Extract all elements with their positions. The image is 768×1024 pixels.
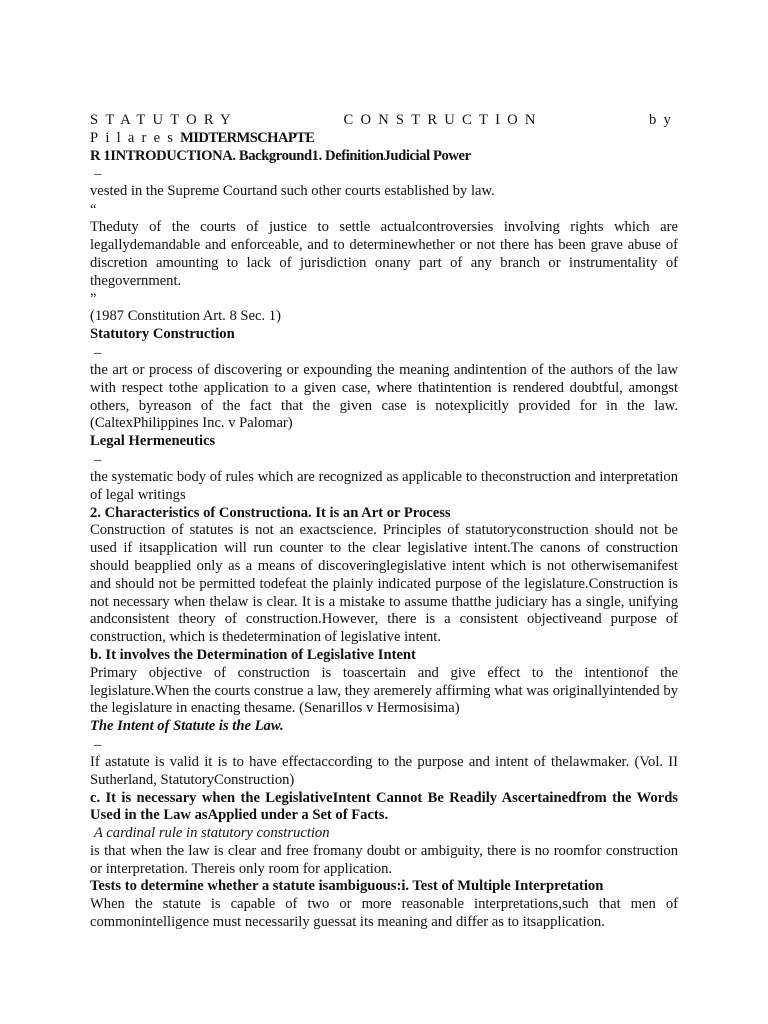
heading-intent-of-statute: The Intent of Statute is the Law. — [90, 718, 284, 735]
document-title-line2: R 1INTRODUCTIONA. Background1. DefinitionJudicial Power — [90, 147, 471, 164]
dash-separator: – — [94, 166, 102, 183]
heading-ambiguity-tests: Tests to determine whether a statute isambiguous:i. Test of Multiple Interpretation — [90, 878, 604, 895]
heading-characteristics: 2. Characteristics of Constructiona. It is an Art or Process — [90, 504, 451, 521]
cardinal-rule-label: A cardinal rule in statutory construction — [94, 825, 330, 842]
dash-separator: – — [94, 736, 102, 753]
cardinal-rule-body: is that when the law is clear and free fromany doubt or ambiguity, there is no roomfor construction or interpretation. Thereis only room for application. — [90, 842, 678, 877]
dash-separator: – — [94, 451, 102, 468]
document-title-spaced: STATUTORY CONSTRUCTION by Pilares — [90, 112, 678, 146]
characteristics-body: Construction of statutes is not an exactscience. Principles of statutoryconstruction should not be used if itsapplication will run counter to the clear legislative intent.The canons of construction should beapplied only as a means of discoveringlegislative intent which is not otherwisemanifest and should not be permitted todefeat the plainly indicated purpose of the legislature.Construction is not necessary when thelaw is clear. It is a mistake to assume thatthe judiciary has a single, unifying andconsistent theory of construction.However, there is a consistent objectiveand purpose of construction, which is thedetermination of legislative intent. — [90, 522, 678, 646]
dash-separator: – — [94, 344, 102, 361]
ambiguity-tests-body: When the statute is capable of two or more reasonable interpretations,such that men of commonintelligence must necessarily guessat its meaning and differ as to itsapplication. — [90, 896, 678, 931]
close-quote-mark: ” — [90, 291, 97, 308]
heading-when-necessary: c. It is necessary when the LegislativeIntent Cannot Be Readily Ascertainedfrom the Words Used in the Law asApplied under a Set of Facts. — [90, 789, 678, 824]
document-title-line1 — [90, 112, 678, 148]
duty-of-courts-quote: Theduty of the courts of justice to settle actualcontroversies involving rights which are legallydemandable and enforceable, and to determinewhether or not there has been grave abuse of discretion amounting to lack of jurisdiction onany part of any branch or instrumentality of thegovernment. — [90, 219, 678, 289]
open-quote-mark: “ — [90, 202, 97, 219]
judicial-power-definition: vested in the Supreme Courtand such other courts established by law. — [90, 183, 495, 200]
heading-legal-hermeneutics: Legal Hermeneutics — [90, 433, 216, 450]
legal-hermeneutics-definition: the systematic body of rules which are recognized as applicable to theconstruction and interpretation of legal writings — [90, 468, 678, 503]
document-page — [90, 112, 678, 932]
intent-of-statute-body: If astatute is valid it is to have effectaccording to the purpose and intent of thelawmaker. (Vol. II Sutherland, StatutoryConstruction) — [90, 753, 678, 788]
constitution-citation: (1987 Constitution Art. 8 Sec. 1) — [90, 308, 281, 325]
heading-statutory-construction: Statutory Construction — [90, 326, 235, 343]
heading-legislative-intent: b. It involves the Determination of Legislative Intent — [90, 646, 416, 663]
statutory-construction-definition: the art or process of discovering or expounding the meaning andintention of the authors of the law with respect tothe application to a given case, where thatintention is rendered doubtful, amongst others, byreason of the fact that the given case is notexplicitly provided for in the law. (CaltexPhilippines Inc. v Palomar) — [90, 361, 678, 432]
document-title-chapter: MIDTERMSCHAPTE — [180, 129, 315, 146]
legislative-intent-body: Primary objective of construction is toascertain and give effect to the intentionof the legislature.When the courts construe a law, they aremerely affirming what was originallyintended by the legislature in enacting thesame. (Senarillos v Hermosisima) — [90, 664, 678, 717]
